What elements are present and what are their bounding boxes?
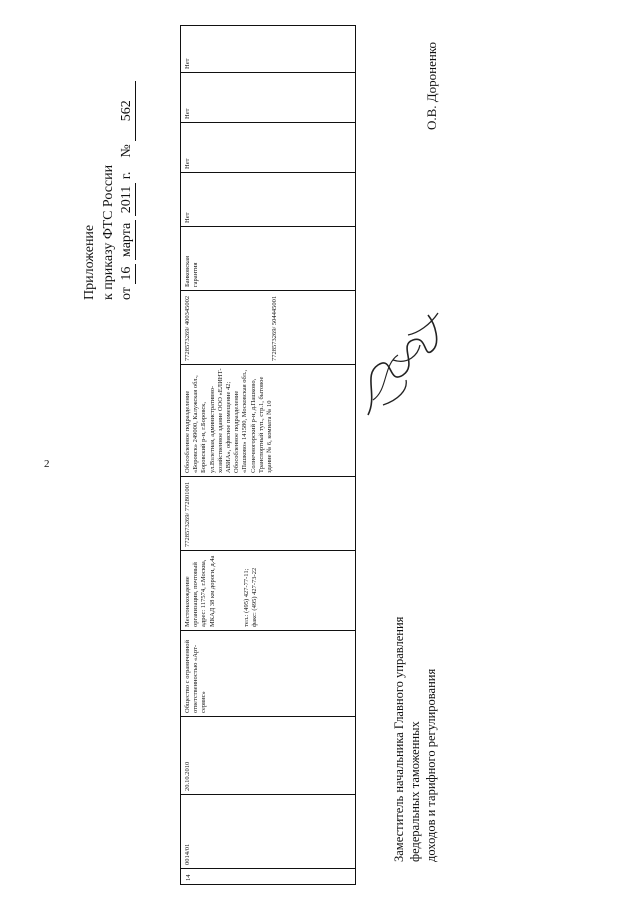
signatory-position-line1: Заместитель начальника Главного управления — [392, 616, 406, 862]
table-cell-index: 14 — [181, 868, 355, 884]
signatory-position-line3: доходов и тарифного регулирования — [424, 668, 438, 862]
table-cell-guarantee: Банковская гарантия — [181, 226, 355, 290]
table-cell-flag-4: Нет — [184, 58, 191, 69]
order-year: 2011 — [119, 183, 136, 216]
signature-image — [348, 305, 448, 425]
table-cell-flag-2: Нет — [181, 122, 355, 172]
number-sign: № — [119, 144, 134, 158]
table-cell-branches: Обособленное подразделение «Боровск» 249000, Калужская обл., Боровский р-н, г.Боровск, ул.Взлетная, административно-хозяйственное здание ООО «ЕЛИНТ-АВИА», офисное помещение 42; Обособленное подразделение «Пашково» 141580, Московская обл., Солнечногорский р-н, д.Пашково, Транспортный туп., стр.1, бытовое здание № 6, комната № 10 — [181, 364, 355, 476]
table-cell-inn-kpp: 7728573269/ 772801001 — [181, 476, 355, 550]
page-number: 2 — [44, 458, 50, 470]
table-cell-date: 20.10.2010 — [181, 716, 355, 794]
header-order-ref: к приказу ФТС России — [101, 164, 116, 300]
signatory-position-line2: федеральных таможенных — [408, 721, 422, 862]
table-cell-flag-1: Нет — [181, 172, 355, 226]
year-suffix: г. — [119, 171, 134, 180]
signatory-name: О.В. Дороненко — [424, 41, 439, 130]
table-cell-org-name: Общество с ограниченной ответственностью «Арт-сервис» — [181, 630, 355, 716]
table-cell-reg-number: 0014/01 — [181, 794, 355, 868]
table-cell-phone: тел.: (495) 427-77-11; факс: (495) 427-73-22 — [243, 567, 259, 627]
header-order-date-number — [119, 81, 136, 300]
register-table — [180, 25, 356, 885]
date-prefix: от — [119, 287, 134, 300]
order-number: 562 — [119, 81, 136, 141]
table-cell-address: Местонахождение организации, почтовый адрес: 117574, г.Москва, МКАД 38 км дороги, д.4а тел.: (495) 427-77-11; факс: (495) 427-73-22 — [181, 550, 355, 630]
table-cell-branch-kpp: 7728573269/ 400345002 7728573269/ 504445001 — [181, 290, 355, 364]
order-day: 16 — [119, 264, 136, 284]
table-cell-flag-3: Нет — [181, 72, 355, 122]
order-month: марта — [119, 220, 136, 260]
header-appendix: Приложение — [82, 224, 97, 300]
